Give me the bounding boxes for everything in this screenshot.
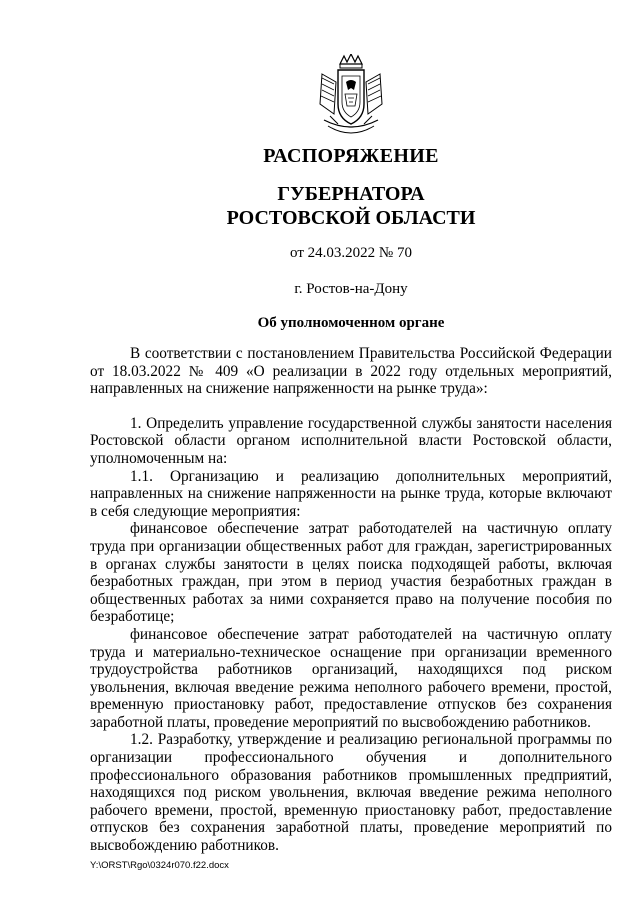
preamble: В соответствии с постановлением Правительства Российской Федерации от 18.03.2022 № 409 «О реализации в 2022 году отдельных мероприятий, направленных на снижение напряженности на рынке труда»: [90,345,612,398]
issuer-line-1: ГУБЕРНАТОРА [277,183,425,205]
paragraph-measure-2: финансовое обеспечение затрат работодателей на частичную оплату труда и материально-техническое оснащение при организации временного трудоустройства работников организаций, находящихся под риском увольнения, включая введение режима неполного рабочего времени, простой, временную приостановку работ, предоставление отпусков без сохранения заработной платы, проведение мероприятий по высвобождению работников. [90,625,612,731]
file-path-footer: Y:\ORST\Rgo\0324r070.f22.docx [90,860,229,871]
document-type-title: РАСПОРЯЖЕНИЕ [263,145,439,167]
subject-title: Об уполномоченном органе [257,315,445,331]
coat-of-arms-icon [316,54,386,140]
city: г. Ростов-на-Дону [294,281,408,297]
paragraph-1-1: 1.1. Организацию и реализацию дополнительных мероприятий, направленных на снижение напряженности на рынке труда, которые включают в себя следующие мероприятия: [90,467,612,520]
document-body [90,345,612,855]
issuer-block [90,182,612,230]
paragraph-1: 1. Определить управление государственной службы занятости населения Ростовской области органом исполнительной власти Ростовской области, уполномоченным на: [90,414,612,467]
paragraph-measure-1: финансовое обеспечение затрат работодателей на частичную оплату труда при организации общественных работ для граждан, зарегистрированных в органах службы занятости в целях поиска подходящей работы, включая безработных граждан, при этом в период участия безработных граждан в общественных работах за ними сохраняется право на получение пособия по безработице; [90,520,612,626]
paragraph-1-2: 1.2. Разработку, утверждение и реализацию региональной программы по организации профессионального обучения и дополнительного профессионального образования работников промышленных предприятий, находящихся под риском увольнения, включая введение режима неполного рабочего времени, простой, временную приостановку работ, предоставление отпусков без сохранения заработной платы, проведение мероприятий по высвобождению работников. [90,731,612,855]
issuer-line-2: РОСТОВСКОЙ ОБЛАСТИ [226,207,476,229]
date-number: от 24.03.2022 № 70 [290,245,412,261]
